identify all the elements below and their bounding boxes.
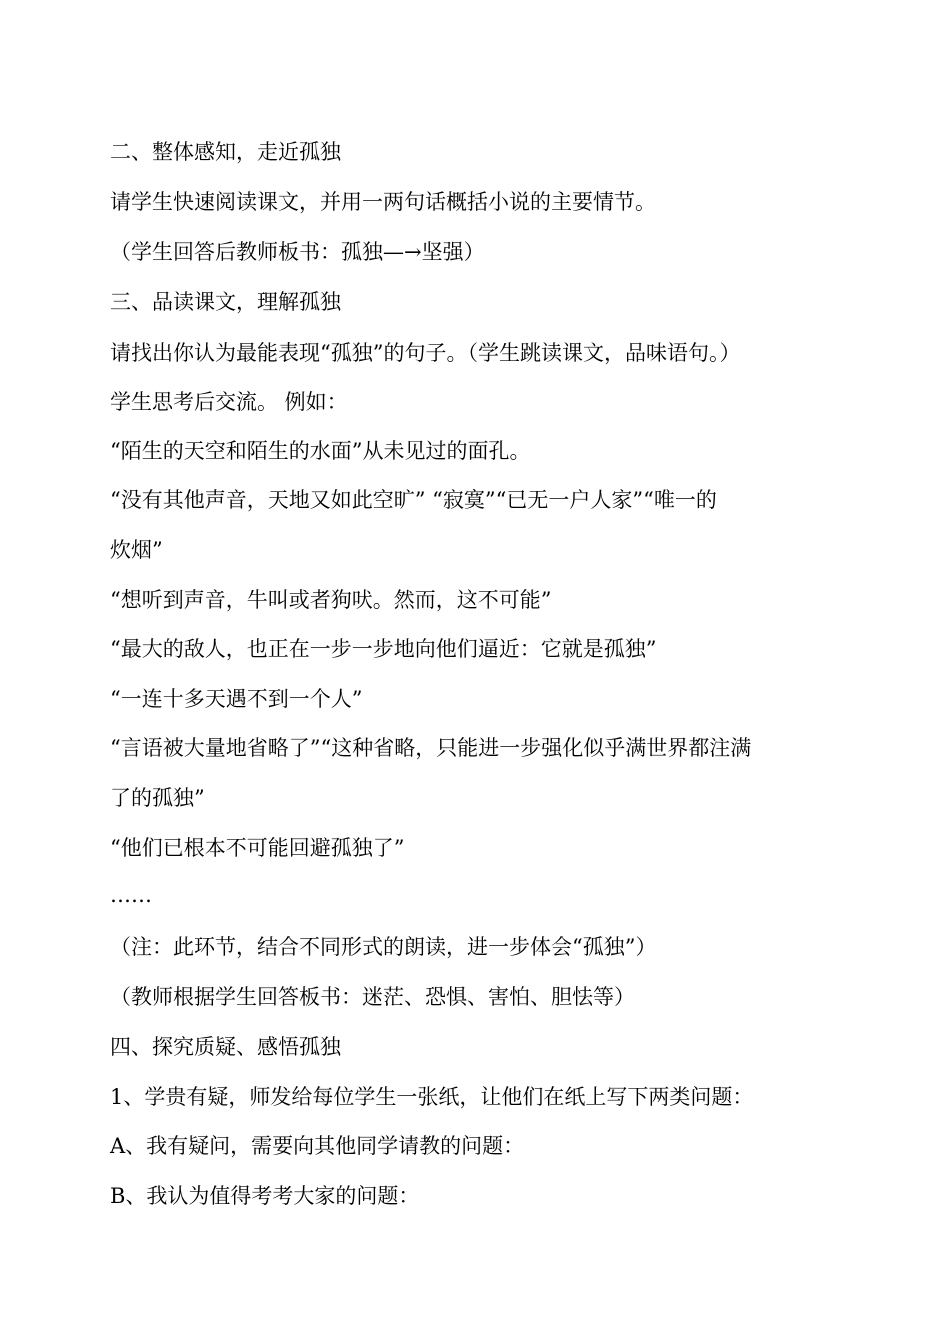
quote-line: 炊烟” (110, 538, 163, 562)
quote-line: “陌生的天空和陌生的水面”从未见过的面孔。 (110, 439, 531, 463)
quote-line: “最大的敌人，也正在一步一步地向他们逼近：它就是孤独” (110, 637, 657, 661)
section-heading-3: 三、品读课文，理解孤独 (110, 290, 341, 314)
quote-line: 了的孤独” (110, 786, 205, 810)
paragraph-line: （教师根据学生回答板书：迷茫、恐惧、害怕、胆怯等） (110, 985, 635, 1009)
quote-line: “没有其他声音，天地又如此空旷” “寂寞”“已无一户人家”“唯一的 (110, 488, 717, 512)
paragraph-line: 请找出你认为最能表现“孤独”的句子。（学生跳读课文，品味语句。） (110, 341, 741, 365)
paragraph-line: A、我有疑问，需要向其他同学请教的问题： (110, 1134, 525, 1158)
paragraph-line: 学生思考后交流。 例如： (110, 390, 348, 414)
paragraph-line: （注：此环节，结合不同形式的朗读，进一步体会“孤独”） (110, 935, 657, 959)
quote-line: “言语被大量地省略了”“这种省略，只能进一步强化似乎满世界都注满 (110, 736, 752, 760)
quote-line: “想听到声音，牛叫或者狗吠。然而，这不可能” (110, 588, 552, 612)
paragraph-line: 1、学贵有疑，师发给每位学生一张纸，让他们在纸上写下两类问题： (110, 1085, 754, 1109)
quote-line: “一连十多天遇不到一个人” (110, 687, 363, 711)
section-heading-4: 四、探究质疑、感悟孤独 (110, 1035, 341, 1059)
paragraph-line: B、我认为值得考考大家的问题： (110, 1184, 420, 1208)
quote-line: “他们已根本不可能回避孤独了” (110, 836, 405, 860)
paragraph-line: （学生回答后教师板书：孤独—→坚强） (110, 240, 485, 264)
section-heading-2: 二、整体感知，走近孤独 (110, 140, 341, 164)
paragraph-line: 请学生快速阅读课文，并用一两句话概括小说的主要情节。 (110, 190, 656, 214)
ellipsis-line: …… (110, 883, 152, 907)
